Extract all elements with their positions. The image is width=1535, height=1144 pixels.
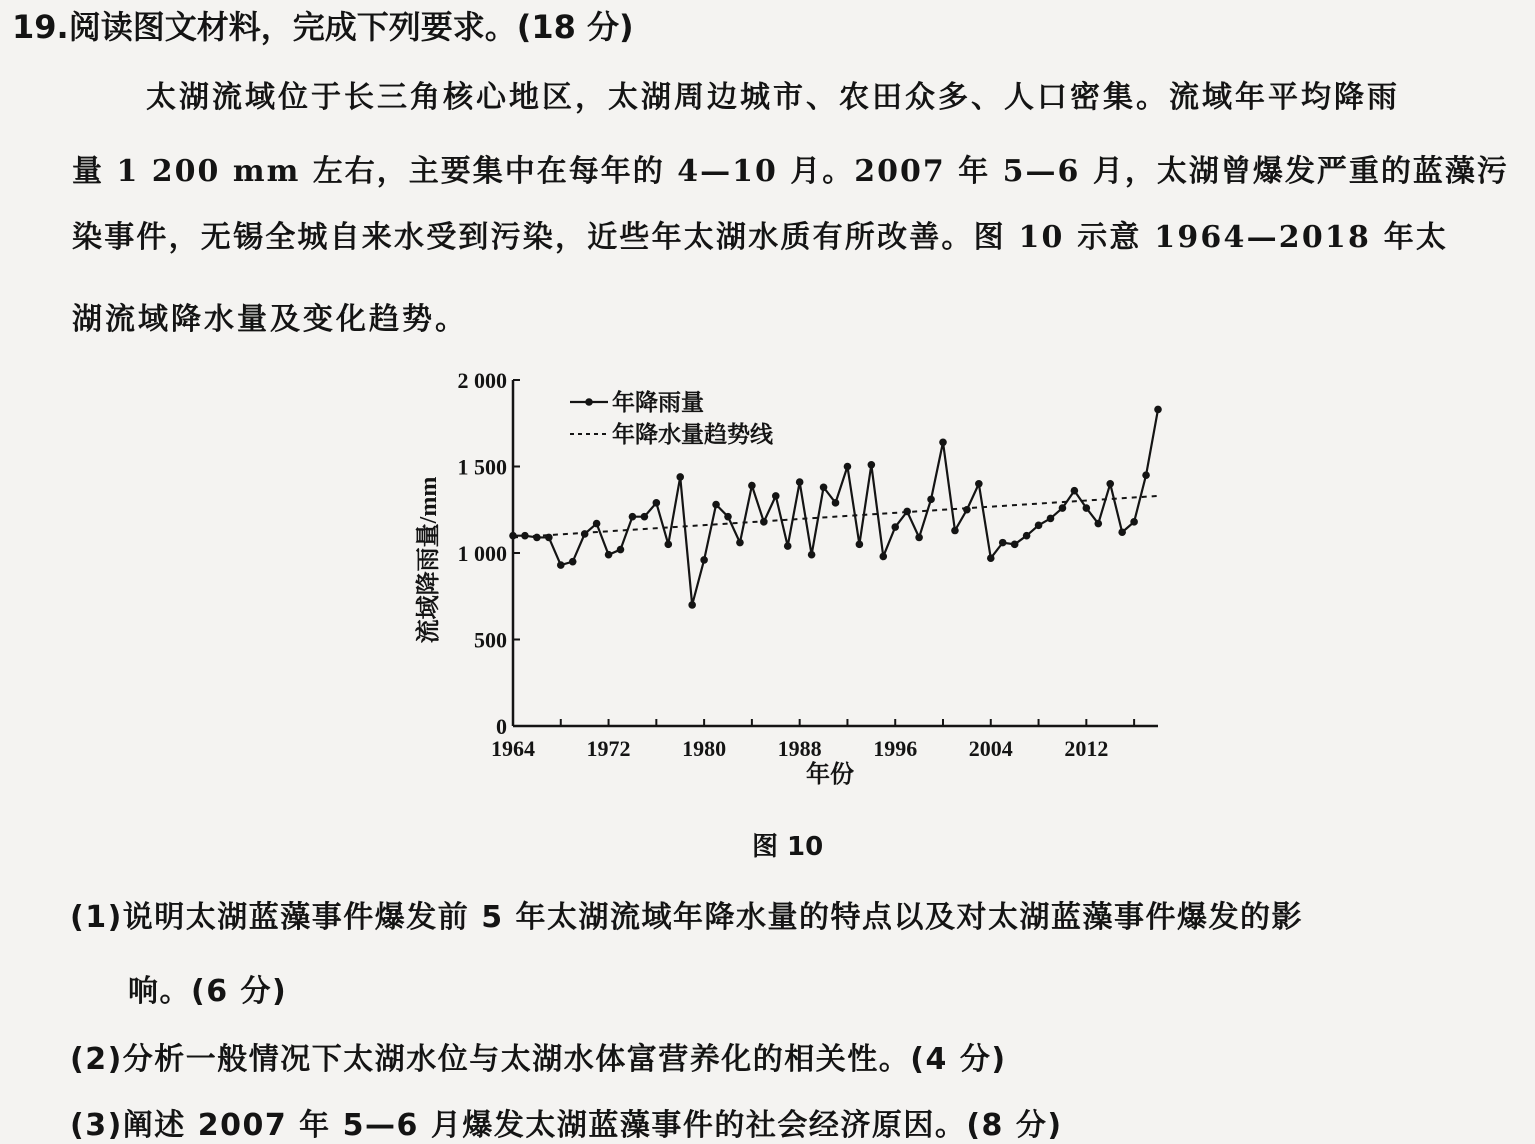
data-point	[832, 499, 840, 507]
legend-marker-rainfall	[585, 398, 593, 406]
data-point	[1106, 480, 1114, 488]
data-point	[1059, 504, 1067, 512]
figure-caption: 图 10	[752, 832, 824, 862]
x-tick-label: 1964	[491, 736, 535, 761]
data-point	[975, 480, 983, 488]
data-point	[736, 539, 744, 547]
x-tick-label: 2012	[1064, 736, 1109, 761]
question-title: 19.阅读图文材料，完成下列要求。(18 分)	[12, 8, 634, 46]
x-tick-label: 1972	[586, 736, 631, 761]
subquestion-2: (2)分析一般情况下太湖水位与太湖水体富营养化的相关性。(4 分)	[70, 1042, 1007, 1077]
data-point	[581, 530, 589, 538]
subquestion-1-line-1: (1)说明太湖蓝藻事件爆发前 5 年太湖流域年降水量的特点以及对太湖蓝藻事件爆发的影	[70, 900, 1304, 935]
legend-label-trend: 年降水量趋势线	[612, 422, 773, 447]
data-point	[844, 463, 852, 471]
data-point	[748, 482, 756, 490]
y-tick-label: 1 500	[457, 454, 507, 480]
material-line-4: 湖流域降水量及变化趋势。	[72, 302, 468, 337]
data-point	[987, 554, 995, 562]
subquestion-3: (3)阐述 2007 年 5—6 月爆发太湖蓝藻事件的社会经济原因。(8 分)	[70, 1108, 1063, 1143]
data-point	[820, 483, 828, 491]
data-point	[927, 496, 935, 504]
x-tick-label: 1996	[873, 736, 918, 761]
data-point	[1011, 541, 1019, 549]
data-point	[712, 501, 720, 509]
data-point	[688, 601, 696, 609]
data-point	[999, 539, 1007, 547]
data-point	[951, 527, 959, 535]
data-point	[1047, 515, 1055, 523]
data-point	[605, 551, 613, 559]
data-point	[939, 438, 947, 446]
data-point	[664, 541, 672, 549]
data-point	[629, 513, 637, 521]
data-point	[533, 534, 541, 542]
data-point	[1023, 532, 1031, 540]
data-point	[676, 473, 684, 481]
data-point	[808, 551, 816, 559]
material-line-1: 太湖流域位于长三角核心地区，太湖周边城市、农田众多、人口密集。流域年平均降雨	[146, 80, 1400, 115]
y-axis-label: 流域降雨量/mm	[416, 476, 442, 644]
data-point	[1083, 504, 1091, 512]
data-point	[617, 546, 625, 554]
x-tick-label: 1988	[777, 736, 822, 761]
data-point	[856, 541, 864, 549]
x-tick-label: 1980	[682, 736, 727, 761]
data-point	[963, 506, 971, 514]
chart-svg	[400, 360, 1200, 800]
data-point	[569, 558, 577, 566]
subquestion-1-line-2: 响。(6 分)	[128, 974, 288, 1009]
legend-label-rainfall: 年降雨量	[612, 390, 704, 415]
material-line-3: 染事件，无锡全城自来水受到污染，近些年太湖水质有所改善。图 10 示意 1964—2018 年太	[72, 220, 1449, 255]
data-point	[1071, 487, 1079, 495]
data-point	[509, 532, 517, 540]
data-point	[1142, 471, 1150, 479]
material-line-2: 量 1 200 mm 左右，主要集中在每年的 4—10 月。2007 年 5—6 月，太湖曾爆发严重的蓝藻污	[72, 154, 1509, 189]
data-point	[891, 523, 899, 531]
data-point	[700, 556, 708, 564]
data-point	[1154, 406, 1162, 414]
data-point	[1130, 518, 1138, 526]
data-point	[1118, 528, 1126, 536]
precipitation-chart	[400, 360, 1200, 800]
x-tick-label: 2004	[968, 736, 1013, 761]
data-point	[641, 513, 649, 521]
y-tick-label: 1 000	[457, 541, 507, 566]
data-point	[772, 492, 780, 500]
data-point	[593, 520, 601, 528]
y-tick-label: 0	[496, 714, 507, 739]
y-tick-label: 2 000	[457, 368, 507, 393]
data-point	[724, 513, 732, 521]
data-point	[915, 534, 923, 542]
data-point	[879, 553, 887, 561]
x-axis-label: 年份	[806, 762, 854, 788]
data-point	[784, 542, 792, 550]
data-point	[1094, 520, 1102, 528]
data-point	[1035, 522, 1043, 530]
data-point	[868, 461, 876, 469]
data-point	[557, 561, 565, 569]
data-point	[796, 478, 804, 486]
y-tick-label: 500	[474, 627, 507, 653]
data-point	[653, 499, 661, 507]
